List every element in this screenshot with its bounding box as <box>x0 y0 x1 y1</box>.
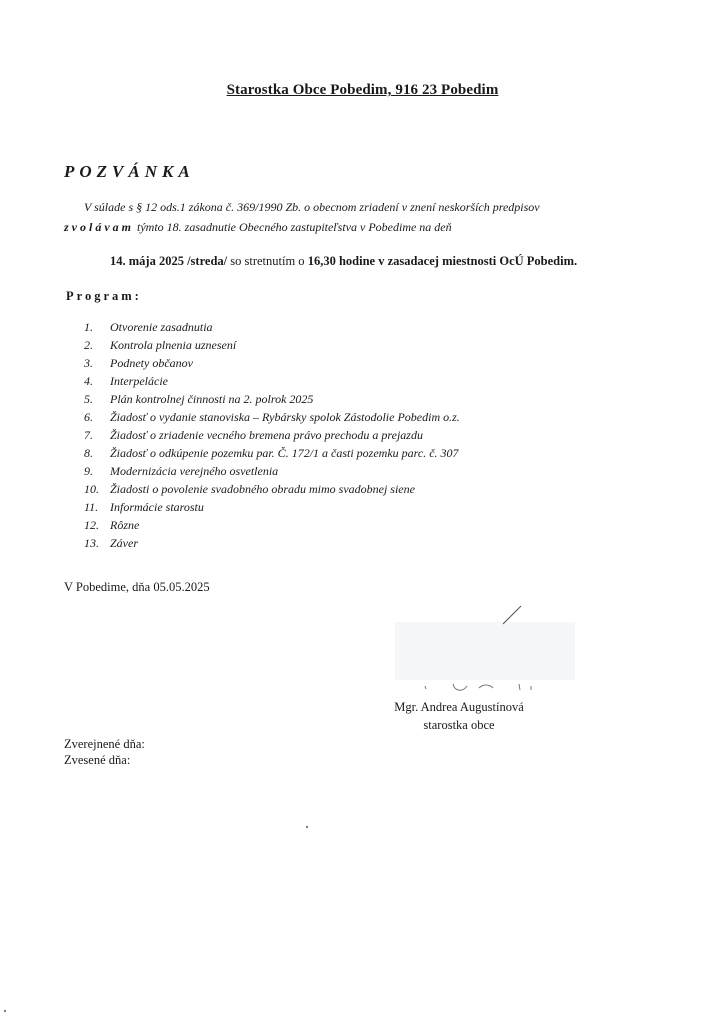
meeting-date: 14. mája 2025 /streda/ <box>110 254 228 268</box>
agenda-item <box>84 426 460 444</box>
intro-verb: zvolávam <box>64 220 134 234</box>
agenda-item-number: 8. <box>84 446 93 460</box>
meeting-middle-text: so stretnutím o <box>227 254 308 268</box>
agenda-item-number: 6. <box>84 410 93 424</box>
intro-line-2 <box>64 220 452 235</box>
scan-speck <box>4 1010 6 1012</box>
program-heading: Program: <box>66 289 142 303</box>
agenda-item <box>84 372 460 390</box>
agenda-item <box>84 498 460 516</box>
agenda-item <box>84 534 460 552</box>
agenda-item-text: Kontrola plnenia uznesení <box>110 338 237 352</box>
agenda-item-number: 12. <box>84 518 99 532</box>
agenda-item-number: 7. <box>84 428 93 442</box>
signature-stroke-lower <box>425 684 531 690</box>
agenda-item-number: 5. <box>84 392 93 406</box>
agenda-item-text: Žiadosť o zriadenie vecného bremena právo prechodu a prejazdu <box>110 428 423 442</box>
agenda-item-text: Žiadosť o odkúpenie pozemku par. Č. 172/1 a časti pozemku parc. č. 307 <box>110 446 459 460</box>
published-label: Zverejnené dňa: <box>64 737 145 751</box>
agenda-item-number: 9. <box>84 464 93 478</box>
agenda-item <box>84 336 460 354</box>
agenda-item-text: Plán kontrolnej činnosti na 2. polrok 2025 <box>110 392 314 406</box>
signer-name: Mgr. Andrea Augustínová <box>394 700 524 714</box>
agenda-item-number: 10. <box>84 482 99 496</box>
signature-stroke <box>503 606 521 624</box>
agenda-item <box>84 516 460 534</box>
agenda-item <box>84 390 460 408</box>
place-date: V Pobedime, dňa 05.05.2025 <box>64 580 210 594</box>
meeting-time-place: 16,30 hodine v zasadacej miestnosti OcÚ Pobedim. <box>307 254 578 268</box>
scan-speck <box>306 826 308 828</box>
agenda-item-number: 1. <box>84 320 93 334</box>
agenda-item-text: Informácie starostu <box>110 500 204 514</box>
agenda-item-number: 3. <box>84 356 93 370</box>
agenda-item <box>84 480 460 498</box>
agenda-item-number: 13. <box>84 536 99 550</box>
agenda-item-text: Modernizácia verejného osvetlenia <box>110 464 279 478</box>
agenda-item <box>84 354 460 372</box>
agenda-item-number: 11. <box>84 500 99 514</box>
agenda-item <box>84 318 460 336</box>
agenda-item-text: Žiadosti o povolenie svadobného obradu mimo svadobnej siene <box>110 482 415 496</box>
agenda-item-number: 4. <box>84 374 93 388</box>
agenda-item <box>84 408 460 426</box>
meeting-details <box>110 254 577 269</box>
agenda-item <box>84 444 460 462</box>
signature-image <box>395 600 575 695</box>
agenda-list <box>84 318 460 552</box>
signature-redaction-area <box>395 622 575 680</box>
page-header-title: Starostka Obce Pobedim, 916 23 Pobedim <box>226 82 499 98</box>
document-title: POZVÁNKA <box>64 162 195 181</box>
agenda-item-text: Podnety občanov <box>110 356 193 370</box>
agenda-item-text: Otvorenie zasadnutia <box>110 320 213 334</box>
agenda-item-text: Rôzne <box>110 518 140 532</box>
agenda-item-text: Interpelácie <box>110 374 168 388</box>
agenda-item-text: Žiadosť o vydanie stanoviska – Rybársky spolok Zástodolie Pobedim o.z. <box>110 410 460 424</box>
intro-line-1: V súlade s § 12 ods.1 zákona č. 369/1990 Zb. o obecnom zriadení v znení neskorších predpisov <box>84 200 540 214</box>
agenda-item-text: Záver <box>110 536 138 550</box>
agenda-item <box>84 462 460 480</box>
intro-line-2-rest: týmto 18. zasadnutie Obecného zastupiteľstva v Pobedime na deň <box>134 220 452 234</box>
posted-label: Zvesené dňa: <box>64 753 131 767</box>
signer-role: starostka obce <box>423 718 495 732</box>
agenda-item-number: 2. <box>84 338 93 352</box>
